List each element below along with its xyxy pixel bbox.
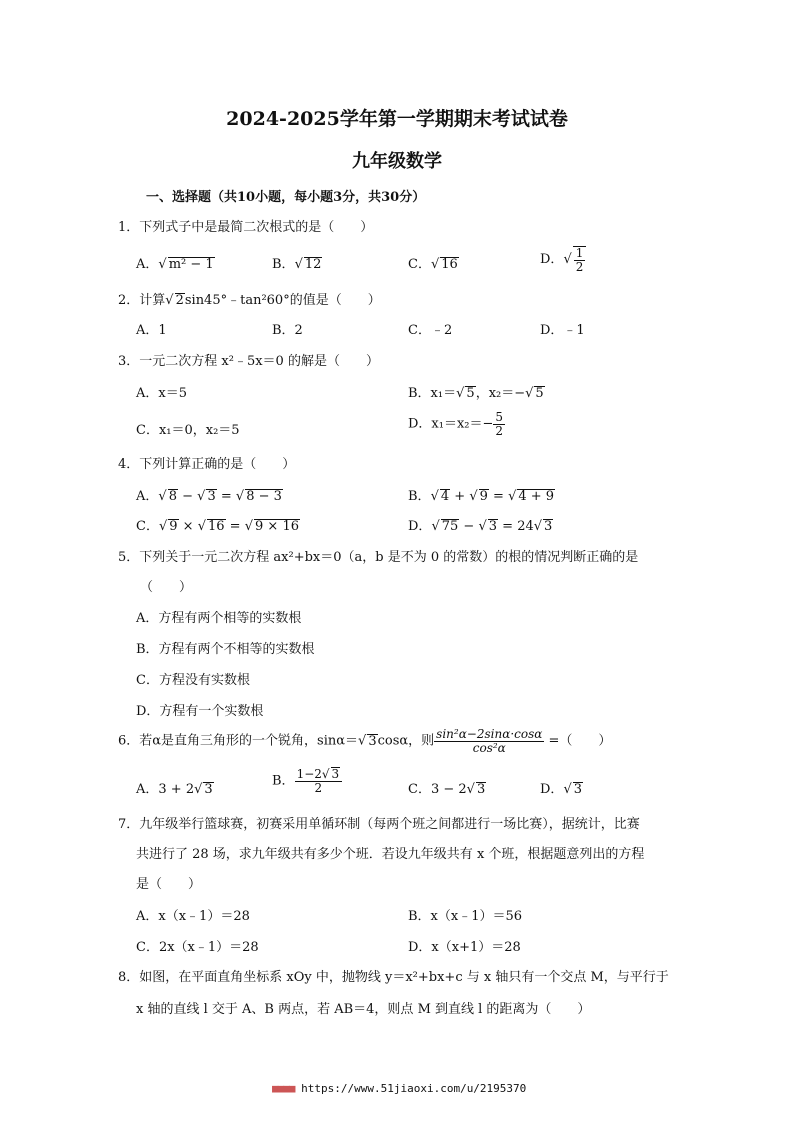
question-3-option-d: D．x₁＝x₂＝− $\frac{5}{2}$ <box>408 410 504 438</box>
question-6-option-a: A．3 + 2√ 3 <box>136 782 213 797</box>
question-5-option-d: D．方程有一个实数根 <box>136 704 264 719</box>
question-7-line-2: 共进行了 28 场，求九年级共有多少个班．若设九年级共有 x 个班，根据题意列出的方程 <box>136 847 645 862</box>
question-6-option-c: C．3 − 2√ 3 <box>408 782 486 797</box>
question-5-option-b: B．方程有两个不相等的实数根 <box>136 642 315 657</box>
question-7-line-1: 7．九年级举行篮球赛，初赛采用单循环制（每两个班之间都进行一场比赛），据统计，比赛 <box>118 817 640 832</box>
question-7-line-3: 是（ ） <box>136 877 202 892</box>
question-4-option-c: C．√ 9 × √ 16 = √ 9 × 16 <box>136 519 299 534</box>
question-4-option-a: A．√ 8 − √ 3 = √ 8 − 3 <box>136 489 282 504</box>
question-1-option-c: C．√ 16 <box>408 257 458 272</box>
question-3-option-a: A．x＝5 <box>136 386 187 401</box>
question-2-option-d: D．﹣1 <box>540 323 585 338</box>
question-5-option-c: C．方程没有实数根 <box>136 673 250 688</box>
question-8-line-2: x 轴的直线 l 交于 A、B 两点，若 AB＝4，则点 M 到直线 l 的距离为（ ） <box>136 1002 591 1017</box>
footer-logo: ■■■■ <box>272 1082 295 1095</box>
question-7-option-c: C．2x（x﹣1）＝28 <box>136 940 259 955</box>
question-7-option-b: B．x（x﹣1）＝56 <box>408 909 523 924</box>
question-3-option-b: B．x₁＝√ 5，x₂＝−√ 5 <box>408 386 544 401</box>
question-5-option-a: A．方程有两个相等的实数根 <box>136 611 302 626</box>
question-7-option-a: A．x（x﹣1）＝28 <box>136 909 250 924</box>
footer-url[interactable]: https://www.51jiaoxi.com/u/2195370 <box>301 1082 527 1095</box>
question-3-option-c: C．x₁＝0，x₂＝5 <box>136 423 240 438</box>
exam-subtitle: 九年级数学 <box>352 151 442 172</box>
section-heading: 一、选择题（共10小题，每小题3分，共30分） <box>146 190 426 205</box>
question-5-stem: 5．下列关于一元二次方程 ax²+bx＝0（a，b 是不为 0 的常数）的根的情况判断正确的是 <box>118 550 639 565</box>
question-7-option-d: D．x（x+1）＝28 <box>408 940 521 955</box>
question-1-stem: 1．下列式子中是最简二次根式的是（ ） <box>118 220 374 235</box>
question-5-paren: （ ） <box>140 580 193 595</box>
question-3-stem: 3．一元二次方程 x²﹣5x＝0 的解是（ ） <box>118 354 379 369</box>
question-2-option-a: A．1 <box>136 323 167 338</box>
question-6-stem: 6．若α是直角三角形的一个锐角，sinα＝√ 3cosα，则 $\frac{\text{sin²α−2sinα·cosα}}{\text{cos²α}}$ =（ ） <box>118 727 612 755</box>
question-4-stem: 4．下列计算正确的是（ ） <box>118 457 296 472</box>
question-1-option-b: B．√ 12 <box>272 257 322 272</box>
question-2-option-c: C．﹣2 <box>408 323 453 338</box>
footer-watermark <box>272 1082 526 1095</box>
question-2-option-b: B．2 <box>272 323 303 338</box>
question-2-stem: 2．计算√ 2sin45°﹣tan²60°的值是（ ） <box>118 293 381 308</box>
question-4-option-d: D．√ 75 − √ 3 = 24√ 3 <box>408 519 553 534</box>
question-8-line-1: 8．如图，在平面直角坐标系 xOy 中，抛物线 y＝x²+bx+c 与 x 轴只有一个交点 M，与平行于 <box>118 970 669 985</box>
question-1-option-d: D．√ $\frac{1}{2}$ <box>540 246 586 273</box>
question-6-option-b: B． $\frac{1-2√ 3}{2}$ <box>272 767 342 795</box>
question-4-option-b: B．√ 4 + √ 9 = √ 4 + 9 <box>408 489 555 504</box>
exam-title: 2024-2025学年第一学期期末考试试卷 <box>226 108 568 130</box>
question-1-option-a: A．√ m² − 1 <box>136 257 214 272</box>
question-6-option-d: D．√ 3 <box>540 782 583 797</box>
